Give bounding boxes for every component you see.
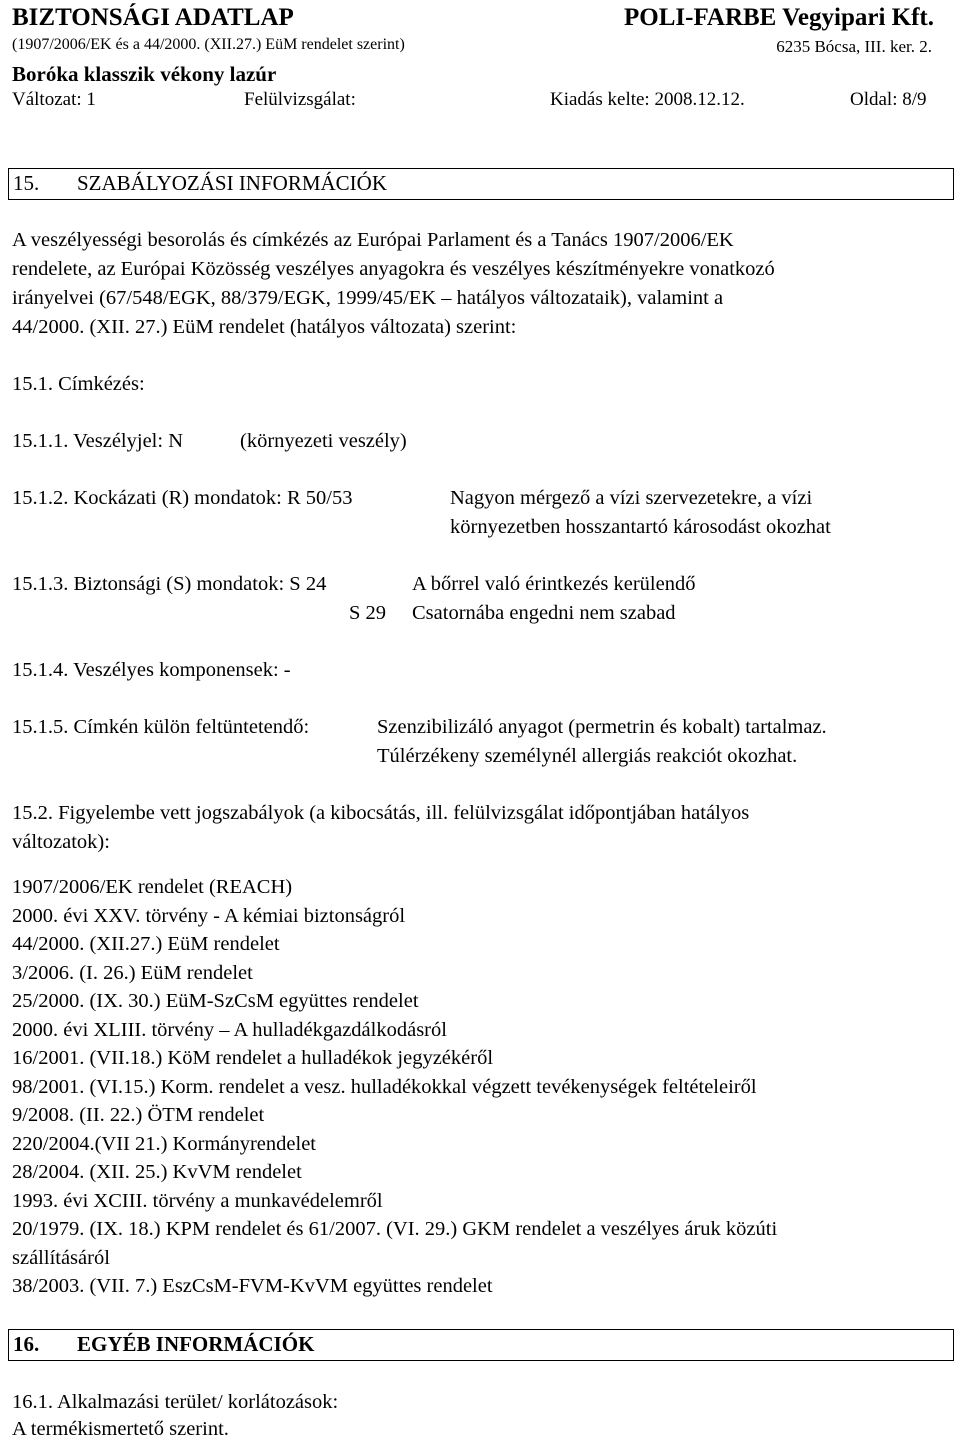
law-item: 16/2001. (VII.18.) KöM rendelet a hulladékok jegyzékéről — [12, 1047, 494, 1069]
section-16-1-text: A termékismertető szerint. — [12, 1418, 229, 1440]
law-item: 28/2004. (XII. 25.) KvVM rendelet — [12, 1161, 302, 1183]
s29-code: S 29 — [349, 602, 387, 624]
intro-line-2: rendelete, az Európai Közösség veszélyes anyagokra és veszélyes készítményekre vonatkozó — [12, 258, 775, 280]
law-item: 2000. évi XXV. törvény - A kémiai biztonságról — [12, 904, 406, 927]
s29-text: Csatornába engedni nem szabad — [412, 602, 676, 624]
version: Változat: 1 — [12, 89, 96, 110]
hazard-symbol-label: 15.1.1. Veszélyjel: N — [12, 430, 183, 452]
law-item: 220/2004.(VII 21.) Kormányrendelet — [12, 1132, 316, 1155]
law-item: 38/2003. (VII. 7.) EszCsM-FVM-KvVM együttes rendelet — [12, 1275, 493, 1297]
law-item: 1993. évi XCIII. törvény a munkavédelemről — [12, 1189, 383, 1212]
section-16-1-label: 16.1. Alkalmazási terület/ korlátozások: — [12, 1391, 339, 1413]
law-item: 25/2000. (IX. 30.) EüM-SzCsM együttes rendelet — [12, 990, 419, 1012]
law-item: 3/2006. (I. 26.) EüM rendelet — [12, 961, 253, 984]
law-item: szállításáról — [12, 1246, 110, 1269]
extra-text-1: Szenzibilizáló anyagot (permetrin és kobalt) tartalmaz. — [377, 716, 827, 738]
r-phrase-text-1: Nagyon mérgező a vízi szervezetekre, a vízi — [450, 487, 813, 509]
company-name: POLI-FARBE Vegyipari Kft. — [624, 4, 934, 31]
labeling-heading: 15.1. Címkézés: — [12, 373, 145, 395]
section-15-number: 15. — [13, 171, 40, 195]
law-item: 2000. évi XLIII. törvény – A hulladékgazdálkodásról — [12, 1018, 447, 1041]
issue-date: Kiadás kelte: 2008.12.12. — [550, 89, 745, 110]
intro-line-3: irányelvei (67/548/EGK, 88/379/EGK, 1999/45/EK – hatályos változataik), valamint a — [12, 287, 724, 309]
r-phrase-text-2: környezetben hosszantartó károsodást okozhat — [450, 516, 831, 538]
section-15-title: SZABÁLYOZÁSI INFORMÁCIÓK — [77, 171, 387, 195]
law-item: 98/2001. (VI.15.) Korm. rendelet a vesz. hulladékokkal végzett tevékenységek feltételeiről — [12, 1075, 757, 1098]
company-address: 6235 Bócsa, III. ker. 2. — [776, 37, 932, 56]
intro-line-1: A veszélyességi besorolás és címkézés az Európai Parlament és a Tanács 1907/2006/EK — [12, 229, 734, 251]
section-16-heading — [8, 1329, 954, 1361]
laws-heading-line-2: változatok): — [12, 831, 110, 853]
s24-text: A bőrrel való érintkezés kerülendő — [412, 573, 696, 595]
law-item: 20/1979. (IX. 18.) KPM rendelet és 61/2007. (VI. 29.) GKM rendelet a veszélyes áruk közúti — [12, 1218, 778, 1240]
extra-label: 15.1.5. Címkén külön feltüntetendő: — [12, 716, 310, 738]
product-name: Boróka klasszik vékony lazúr — [12, 62, 277, 86]
extra-text-2: Túlérzékeny személynél allergiás reakciót okozhat. — [377, 745, 798, 767]
regulation-note: (1907/2006/EK és a 44/2000. (XII.27.) EüM rendelet szerint) — [12, 36, 405, 53]
hazard-symbol-value: (környezeti veszély) — [240, 430, 407, 452]
review: Felülvizsgálat: — [244, 89, 356, 110]
law-item: 1907/2006/EK rendelet (REACH) — [12, 876, 293, 898]
section-15-heading — [8, 168, 954, 200]
laws-heading-line-1: 15.2. Figyelembe vett jogszabályok (a kibocsátás, ill. felülvizsgálat időpontjában hatályos — [12, 802, 750, 824]
section-16-number: 16. — [13, 1332, 40, 1356]
page-number: Oldal: 8/9 — [850, 89, 927, 110]
law-item: 9/2008. (II. 22.) ÖTM rendelet — [12, 1104, 265, 1126]
hazardous-components: 15.1.4. Veszélyes komponensek: - — [12, 659, 291, 681]
document-title: BIZTONSÁGI ADATLAP — [12, 4, 294, 31]
intro-line-4: 44/2000. (XII. 27.) EüM rendelet (hatályos változata) szerint: — [12, 316, 517, 338]
section-16-title: EGYÉB INFORMÁCIÓK — [77, 1332, 315, 1356]
s-phrases-label: 15.1.3. Biztonsági (S) mondatok: S 24 — [12, 573, 327, 595]
law-item: 44/2000. (XII.27.) EüM rendelet — [12, 933, 280, 955]
r-phrases-label: 15.1.2. Kockázati (R) mondatok: R 50/53 — [12, 487, 353, 509]
